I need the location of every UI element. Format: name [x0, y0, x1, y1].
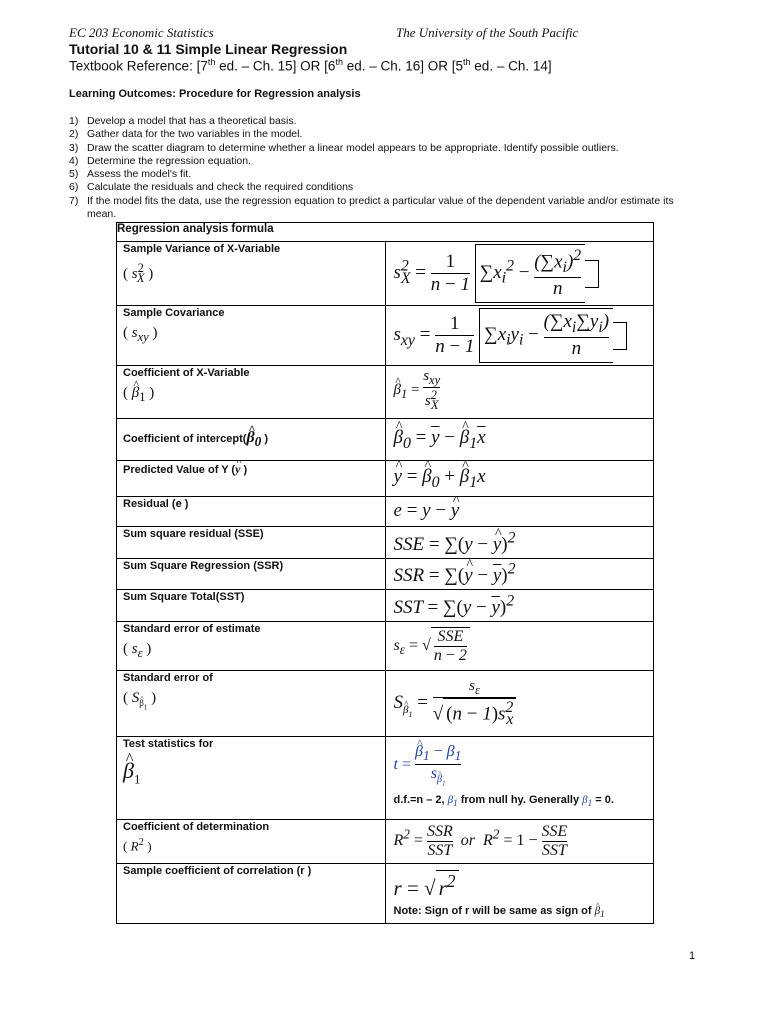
beta1-symbol: ( ^ $\beta_1$ )	[123, 385, 379, 405]
s-epsilon-symbol: ( $s_\varepsilon$ )	[123, 641, 152, 661]
list-item: 5) Assess the model's fit.	[69, 168, 192, 181]
correlation-formula: r = √ $r^2$ Note: Sign of r will be same as sign of ^ $\beta_1$	[385, 864, 654, 924]
list-item: 1) Develop a model that has a theoretical basis.	[69, 115, 297, 127]
row-residual: Residual (e )	[117, 496, 386, 526]
row-standard-error-estimate: Standard error of estimate ( $s_\varepsilon$ )	[117, 622, 386, 671]
list-item: 3) Draw the scatter diagram to determine whether a linear model appears to be appropriate. Identify possible outliers.	[69, 141, 619, 154]
row-coefficient-x: Coefficient of X-Variable ( ^ $\beta_1$ )	[117, 365, 386, 418]
ssr-formula: SSR = ∑(^ $y - \overline{y})^2$	[385, 558, 654, 589]
procedure-list	[69, 115, 689, 221]
variance-symbol: ( $s^2_X$ )	[123, 261, 154, 285]
row-sample-variance: Sample Variance of X-Variable ( $s^2_X$ )	[117, 242, 386, 306]
sign-note: Note: Sign of r will be same as sign of ^ $\beta_1$	[394, 905, 646, 919]
test-statistic-formula: t = ^ $\frac{\beta_1 - \beta_1}{s\^{} _{\beta_1}}$ d.f.=n – 2, $\beta_1$ from null hy. Generally $\beta_1 = 0$.	[385, 737, 654, 820]
textbook-reference: Textbook Reference: [7th ed. – Ch. 15] OR [6th ed. – Ch. 16] OR [5th ed. – Ch. 14]	[69, 57, 552, 74]
row-sample-covariance: Sample Covariance ( $s_{xy}$ )	[117, 306, 386, 366]
list-item: 2) Gather data for the two variables in the model.	[69, 128, 303, 141]
row-coefficient-intercept: Coefficient of intercept(^ $\beta_0$ )	[117, 418, 386, 460]
se-beta1-formula: S^ $_{\beta_1}$ = $\frac{s_\varepsilon}{√ (n - 1)s^2_x}$	[385, 671, 654, 737]
page-title: Tutorial 10 & 11 Simple Linear Regression	[69, 41, 348, 57]
row-correlation: Sample coefficient of correlation (r )	[117, 864, 386, 924]
row-coefficient-determination: Coefficient of determination ( $R^2$ )	[117, 820, 386, 864]
se-formula: $s_\varepsilon$ = √ $\frac{\text{SSE}}{n - 2}$	[385, 622, 654, 671]
r-squared-symbol: ( $R^2$ )	[123, 836, 152, 854]
prediction-formula: ^ y = ^ $\beta_0$ + ^ $\beta_1x$	[385, 460, 654, 496]
covariance-symbol: ( $s_{xy}$ )	[123, 325, 158, 345]
covariance-formula: $s_{xy}$ = $\frac{1}{n - 1}$ $\sum x_iy_i$ − $\frac{(\sum x_i\sum y_i)}{n}$	[385, 306, 654, 366]
residual-formula: e = y − ^ y	[385, 496, 654, 526]
row-standard-error-beta1: Standard error of ( S^ $_{\beta_1}$ )	[117, 671, 386, 737]
list-item: 6) Calculate the residuals and check the required conditions	[69, 181, 354, 194]
beta1-formula: ^ $\beta_1$ = $\frac{s_{xy}}{s^2_X}$	[385, 365, 654, 418]
r-squared-formula: $R^2$ = $\frac{\text{SSR}}{\text{SST}}$ or $R^2 = 1$ − $\frac{\text{SSE}}{\text{SST}}$	[385, 820, 654, 864]
row-sst: Sum Square Total(SST)	[117, 590, 386, 622]
variance-formula: $s^2_X$ = $\frac{1}{n - 1}$ $\sum x_i^2$ − $\frac{(\sum x_i)^2}{n}$	[385, 242, 654, 306]
row-predicted-value: Predicted Value of Y (^ y )	[117, 460, 386, 496]
beta1-hat-symbol: ^ $\beta_1$	[123, 758, 379, 787]
row-ssr: Sum Square Regression (SSR)	[117, 558, 386, 589]
learning-outcomes-heading: Learning Outcomes: Procedure for Regression analysis	[69, 88, 361, 100]
s-beta1-symbol: ( S^ $_{\beta_1}$ )	[123, 690, 379, 712]
course-name: EC 203 Economic Statistics	[69, 25, 214, 40]
table-title: Regression analysis formula	[117, 223, 654, 242]
sse-formula: SSE = ∑(y − ^ y)$^2$	[385, 526, 654, 558]
university-name: The University of the South Pacific	[396, 25, 579, 40]
list-item: 7) If the model fits the data, use the regression equation to predict a particular value of the dependent variable and/or estimate its mean.	[69, 194, 674, 221]
beta0-formula: ^ $\beta_0 = \overline{y}$ − ^ $\beta_1\overline{x}$	[385, 418, 654, 460]
degrees-of-freedom-note: d.f.=n – 2, $\beta_1$ from null hy. Generally $\beta_1 = 0$.	[393, 793, 614, 808]
regression-formula-table	[116, 222, 654, 924]
row-sse: Sum square residual (SSE)	[117, 526, 386, 558]
row-test-statistics: Test statistics for ^ $\beta_1$	[117, 737, 386, 820]
sst-formula: SST = $\sum(y - \overline{y})^2$	[385, 590, 654, 622]
page-number: 1	[689, 950, 696, 962]
list-item: 4) Determine the regression equation.	[69, 154, 252, 167]
